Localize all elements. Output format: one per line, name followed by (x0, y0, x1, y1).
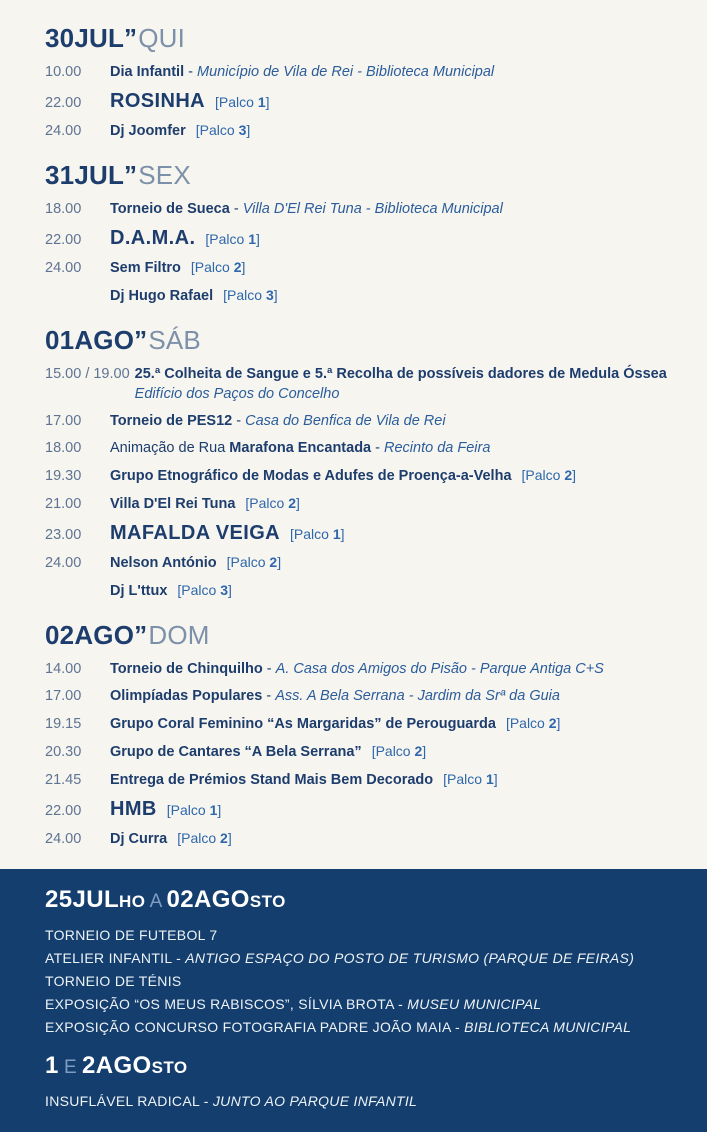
event-row (45, 365, 687, 404)
day-weekday: SÁB (148, 325, 201, 355)
event-title (110, 522, 687, 545)
palco-badge: [Palco 1] (205, 231, 260, 247)
event-row (45, 742, 687, 762)
footer-item-label: TORNEIO DE TÉNIS (45, 973, 182, 989)
event-title (110, 829, 687, 849)
event-text-bold: Grupo de Cantares “A Bela Serrana” (110, 744, 362, 760)
event-text-bold: Torneio de Chinquilho (110, 661, 263, 677)
footer-title-segment: 1 (45, 1052, 59, 1079)
footer-title-segment: A (145, 891, 167, 912)
event-time: 24.00 (45, 555, 82, 571)
footer-item: EXPOSIÇÃO CONCURSO FOTOGRAFIA PADRE JOÃO MAIA - BIBLIOTECA MUNICIPAL (45, 1019, 632, 1035)
event-text-plain: - (229, 201, 243, 217)
event-text-bold: Villa D'El Rei Tuna (110, 496, 236, 512)
palco-badge: [Palco 2] (190, 259, 246, 275)
event-text-italic: Recinto da Feira (384, 440, 491, 456)
event-title (110, 798, 687, 821)
event-row (45, 412, 687, 431)
event-time: 19.30 (45, 468, 82, 484)
palco-number: 1 (485, 771, 494, 787)
event-row (45, 121, 687, 141)
event-text-bold: Sem Filtro (110, 260, 181, 276)
event-row (45, 494, 687, 514)
footer-item-location: ANTIGO ESPAÇO DO POSTO DE TURISMO (PARQUE DE FEIRAS) (185, 950, 635, 966)
event-text-bold: Dj Curra (110, 831, 168, 847)
day-date: 30JUL” (45, 23, 138, 53)
event-text-bold: Grupo Coral Feminino “As Margaridas” de Perouguarda (110, 716, 496, 732)
palco-number: 2 (269, 554, 278, 570)
event-row (45, 553, 687, 573)
palco-badge: [Palco 3] (177, 582, 232, 598)
footer-block (45, 1051, 687, 1109)
footer-title-segment: 2AGO (81, 1052, 152, 1079)
event-title (110, 660, 687, 679)
event-time: 24.00 (45, 831, 82, 847)
event-row (45, 522, 687, 545)
event-row (45, 581, 687, 601)
event-title (110, 412, 687, 431)
footer-item: EXPOSIÇÃO “OS MEUS RABISCOS”, SÍLVIA BROTA - MUSEU MUNICIPAL (45, 996, 542, 1012)
event-row (45, 714, 687, 734)
day-weekday: QUI (138, 23, 186, 53)
event-title (110, 63, 687, 82)
footer-item (45, 927, 687, 943)
day-header (45, 24, 687, 52)
event-time: 21.45 (45, 772, 82, 788)
day-section-02ago (45, 621, 687, 849)
footer-item-location: JUNTO AO PARQUE INFANTIL (212, 1093, 418, 1109)
event-title (110, 687, 687, 706)
event-row (45, 687, 687, 706)
event-row (45, 286, 687, 306)
event-time: 24.00 (45, 123, 82, 139)
footer-item-label: INSUFLÁVEL RADICAL (45, 1093, 200, 1109)
event-title (110, 258, 687, 278)
event-text-bold: Grupo Etnográfico de Modas e Adufes de Proença-a-Velha (110, 468, 512, 484)
event-time: 24.00 (45, 260, 82, 276)
event-time: 19.15 (45, 716, 82, 732)
event-title (110, 770, 687, 790)
event-text-plain: Animação de Rua (110, 440, 230, 456)
palco-number: 2 (564, 467, 573, 483)
event-text-italic: Casa do Benfica de Vila de Rei (245, 413, 446, 429)
event-text-headline: ROSINHA (110, 90, 206, 112)
event-text-bold: Dj L'ttux (110, 583, 168, 599)
footer-title-segment: E (58, 1057, 82, 1078)
event-text-plain: - (262, 661, 276, 677)
event-text-plain: - (184, 64, 198, 80)
footer-item: ATELIER INFANTIL - ANTIGO ESPAÇO DO POSTO DE TURISMO (PARQUE DE FEIRAS) (45, 950, 635, 966)
palco-badge: [Palco 1] (290, 526, 345, 542)
palco-badge: [Palco 2] (177, 830, 232, 846)
event-text-plain: - (262, 688, 276, 704)
event-row (45, 798, 687, 821)
day-header (45, 621, 687, 649)
palco-number: 1 (209, 802, 218, 818)
day-weekday: DOM (148, 620, 210, 650)
event-time: 17.00 (45, 413, 82, 429)
palco-badge: [Palco 3] (195, 122, 251, 138)
event-row (45, 227, 687, 250)
event-row (45, 660, 687, 679)
footer-item-label: TORNEIO DE FUTEBOL 7 (45, 927, 218, 943)
footer-item-label: EXPOSIÇÃO CONCURSO FOTOGRAFIA PADRE JOÃO MAIA (45, 1019, 451, 1035)
palco-number: 2 (233, 259, 242, 275)
event-text-italic: Município de Vila de Rei - Biblioteca Municipal (197, 64, 495, 80)
event-row (45, 466, 687, 486)
event-title (110, 553, 687, 573)
event-title (110, 227, 687, 250)
event-title (110, 494, 687, 514)
palco-number: 3 (238, 122, 247, 138)
event-text-plain: - (232, 413, 246, 429)
event-text-italic: A. Casa dos Amigos do Pisão - Parque Antiga C+S (275, 661, 604, 677)
palco-badge: [Palco 2] (521, 467, 577, 483)
footer-title (45, 885, 687, 917)
footer-item-label: ATELIER INFANTIL (45, 950, 172, 966)
event-time: 10.00 (45, 64, 82, 80)
event-text-italic: Ass. A Bela Serrana - Jardim da Srª da Guia (275, 688, 560, 704)
event-time: 21.00 (45, 496, 82, 512)
event-text-headline: D.A.M.A. (110, 227, 196, 249)
footer-title-segment: 02AGO (166, 886, 250, 913)
palco-number: 2 (548, 715, 557, 731)
palco-badge: [Palco 1] (443, 771, 498, 787)
event-row (45, 200, 687, 219)
event-time: 18.00 (45, 440, 82, 456)
day-header (45, 326, 687, 354)
day-section-01ago (45, 326, 687, 601)
event-title (110, 439, 687, 458)
event-row (45, 90, 687, 113)
palco-badge: [Palco 2] (245, 495, 300, 511)
event-text-bold: Torneio de Sueca (110, 201, 230, 217)
event-text-headline: HMB (110, 798, 157, 820)
event-title (110, 714, 687, 734)
event-text-bold: Marafona Encantada (229, 440, 372, 456)
palco-number: 1 (332, 526, 341, 542)
event-row (45, 770, 687, 790)
event-time: 14.00 (45, 661, 82, 677)
event-text-italic: Villa D'El Rei Tuna - Biblioteca Municipal (242, 201, 503, 217)
event-text-bold: 25.ª Colheita de Sangue e 5.ª Recolha de possíveis dadores de Medula Óssea (134, 366, 667, 382)
footer-band (0, 869, 707, 1132)
event-title (135, 365, 687, 404)
day-date: 01AGO” (45, 325, 148, 355)
event-text-bold: Dj Hugo Rafael (110, 288, 214, 304)
day-weekday: SEX (138, 160, 191, 190)
footer-title (45, 1051, 687, 1083)
event-row (45, 63, 687, 82)
event-time: 18.00 (45, 201, 82, 217)
event-time: 17.00 (45, 688, 82, 704)
footer-block (45, 885, 687, 1035)
event-subtitle (135, 385, 687, 404)
palco-number: 2 (414, 743, 423, 759)
event-text-bold: Torneio de PES12 (110, 413, 233, 429)
event-text-italic: Edifício dos Paços do Concelho (134, 386, 340, 402)
event-time: 20.30 (45, 744, 82, 760)
event-title (110, 90, 687, 113)
event-text-bold: Dj Joomfer (110, 123, 186, 139)
palco-number: 2 (288, 495, 296, 511)
day-header (45, 161, 687, 189)
event-text-plain: - (371, 440, 385, 456)
footer-item-location: BIBLIOTECA MUNICIPAL (464, 1019, 632, 1035)
event-row (45, 829, 687, 849)
event-title (110, 742, 687, 762)
footer-item-location: MUSEU MUNICIPAL (407, 996, 542, 1012)
event-time: 22.00 (45, 803, 82, 819)
event-time: 22.00 (45, 232, 82, 248)
footer-title-segment: 25JUL (45, 886, 120, 913)
day-date: 31JUL” (45, 160, 138, 190)
event-title (110, 286, 687, 306)
palco-number: 3 (220, 582, 229, 598)
footer-item: INSUFLÁVEL RADICAL - JUNTO AO PARQUE INFANTIL (45, 1093, 418, 1109)
event-title (110, 121, 687, 141)
event-text-bold: Entrega de Prémios Stand Mais Bem Decorado (110, 772, 434, 788)
day-date: 02AGO” (45, 620, 148, 650)
event-time: 15.00 / 19.00 (45, 366, 130, 382)
event-text-bold: Dia Infantil (110, 64, 185, 80)
event-title (110, 581, 687, 601)
palco-badge: [Palco 2] (505, 715, 561, 731)
palco-badge: [Palco 3] (223, 287, 278, 303)
footer-item (45, 973, 687, 989)
event-text-bold: Olimpíadas Populares (110, 688, 263, 704)
palco-badge: [Palco 1] (166, 802, 222, 818)
footer-title-segment: STO (151, 1058, 188, 1077)
event-title (110, 200, 687, 219)
day-section-31jul (45, 161, 687, 306)
event-text-headline: MAFALDA VEIGA (110, 522, 281, 544)
footer-title-segment: STO (249, 892, 286, 911)
footer-title-segment: HO (119, 892, 146, 911)
event-title (110, 466, 687, 486)
palco-badge: [Palco 2] (226, 554, 282, 570)
palco-number: 1 (248, 231, 257, 247)
palco-badge: [Palco 2] (371, 743, 427, 759)
day-section-30jul (45, 24, 687, 141)
footer-item-label: EXPOSIÇÃO “OS MEUS RABISCOS”, SÍLVIA BROTA (45, 996, 394, 1012)
palco-number: 1 (257, 94, 266, 110)
palco-badge: [Palco 1] (215, 94, 270, 110)
event-time: 22.00 (45, 95, 82, 111)
palco-number: 2 (220, 830, 228, 846)
palco-number: 3 (265, 287, 274, 303)
event-row (45, 439, 687, 458)
event-row (45, 258, 687, 278)
event-time: 23.00 (45, 527, 82, 543)
event-text-bold: Nelson António (110, 555, 217, 571)
